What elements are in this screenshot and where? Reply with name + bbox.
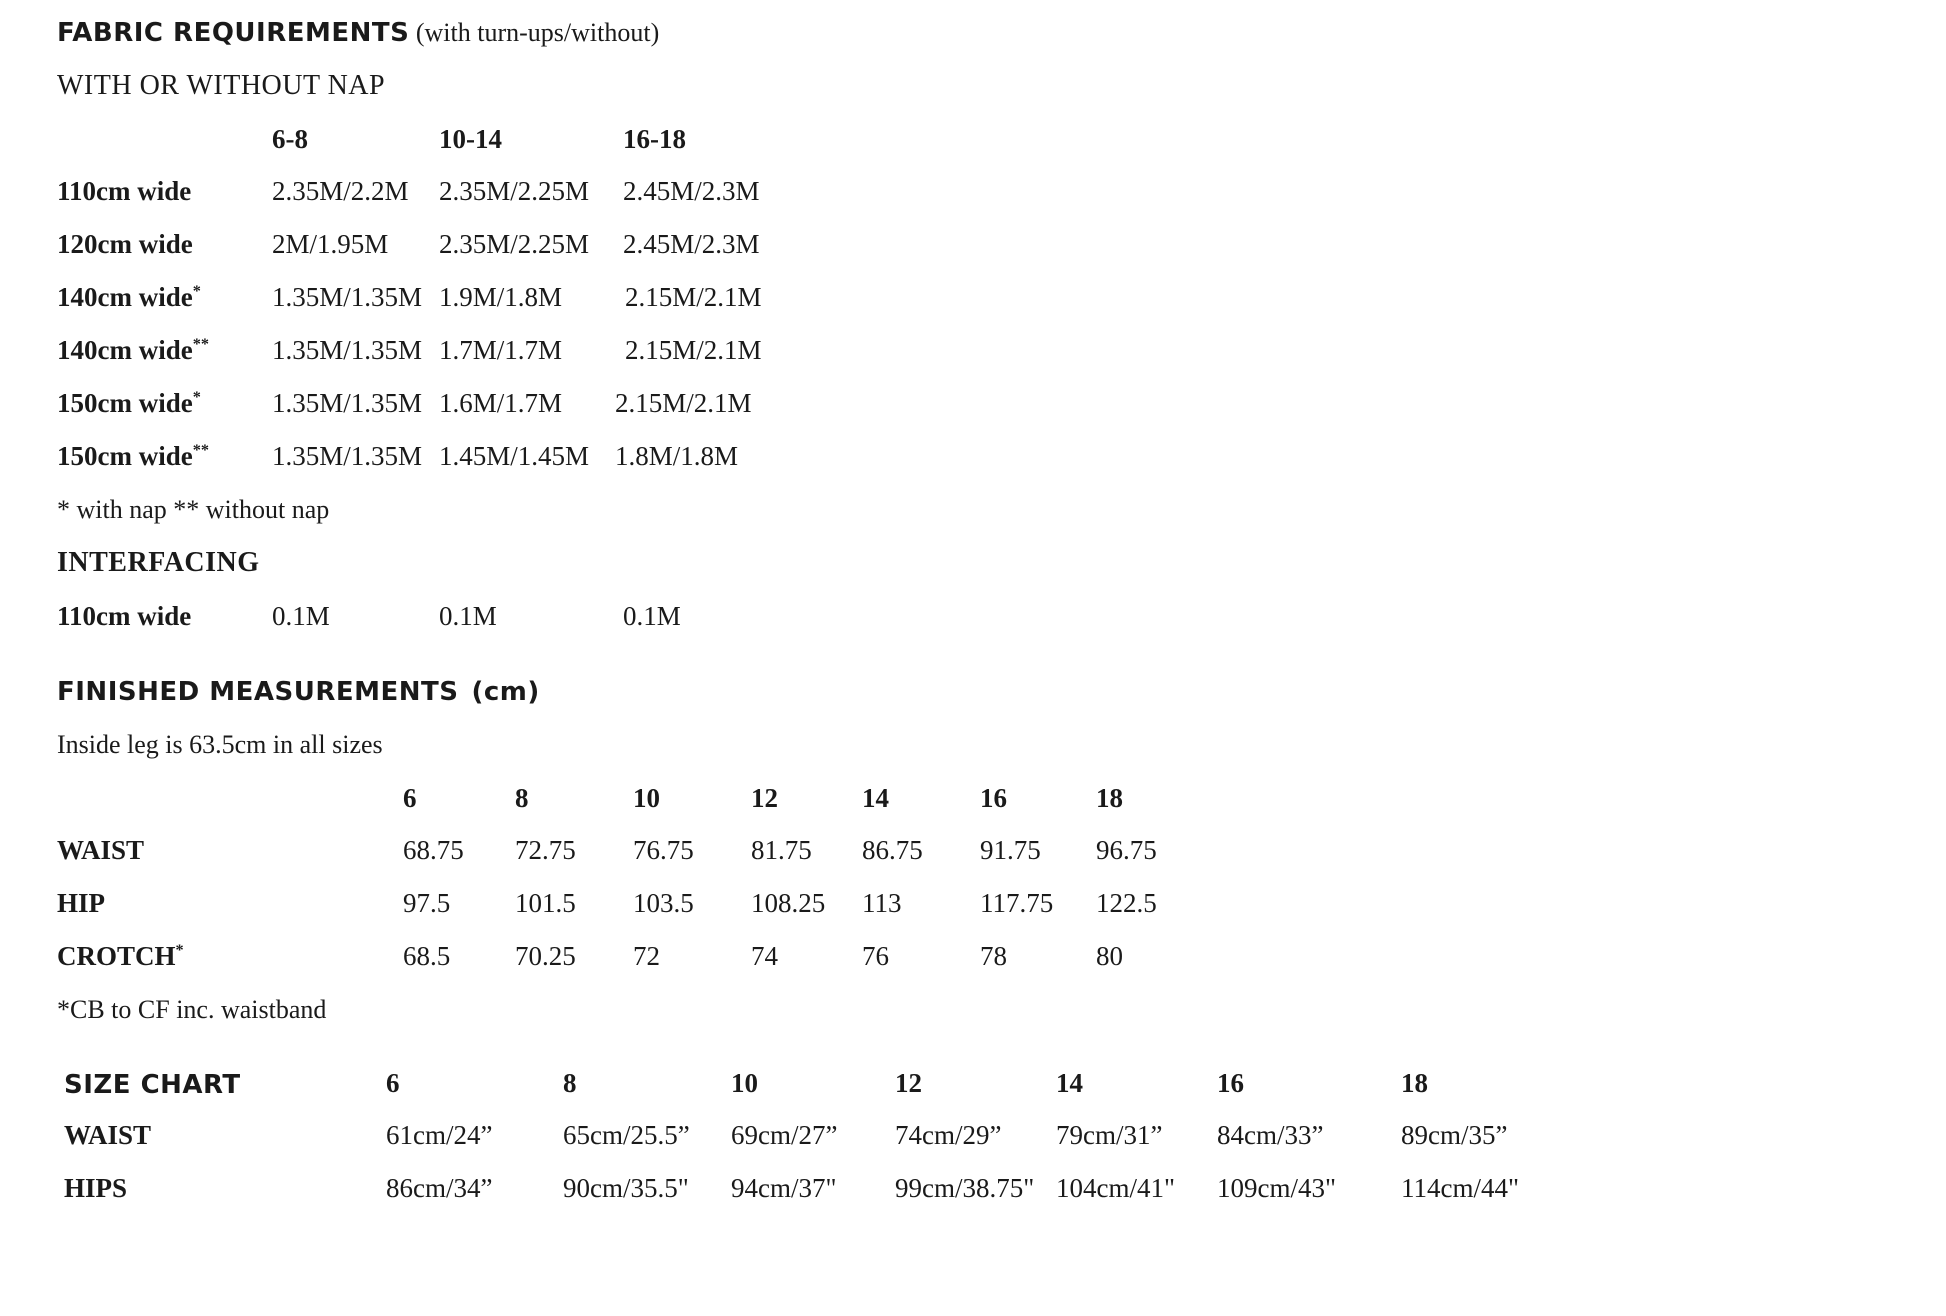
- finished-unit: (cm): [471, 677, 540, 707]
- finished-cell: 108.25: [751, 888, 826, 918]
- size-cell: 74cm/29”: [895, 1120, 1002, 1150]
- finished-cell: 113: [862, 888, 902, 918]
- finished-row-label: [57, 941, 184, 972]
- finished-cell: 122.5: [1096, 888, 1157, 918]
- fabric-cell: 2.15M/2.1M: [625, 282, 762, 312]
- fabric-row-label-text: 110cm wide: [57, 176, 192, 206]
- fabric-row-label: [57, 335, 209, 366]
- fabric-cell: 2.15M/2.1M: [625, 335, 762, 365]
- finished-cell: 78: [980, 941, 1007, 971]
- fabric-cell: 2.45M/2.3M: [623, 229, 760, 259]
- fabric-cell: 1.35M/1.35M: [272, 335, 423, 365]
- fabric-row-label-mark: **: [192, 335, 209, 353]
- size-cell: 114cm/44": [1401, 1173, 1520, 1203]
- finished-cell: 117.75: [980, 888, 1054, 918]
- finished-cell: 96.75: [1096, 835, 1157, 865]
- size-col-header: 14: [1056, 1068, 1083, 1098]
- finished-cell: 76.75: [633, 835, 694, 865]
- size-cell: 109cm/43": [1217, 1173, 1337, 1203]
- finished-cell: 103.5: [633, 888, 694, 918]
- finished-cell: 72.75: [515, 835, 576, 865]
- fabric-cell: 1.8M/1.8M: [615, 441, 739, 471]
- fabric-cell: 2.35M/2.25M: [439, 176, 590, 206]
- fabric-row-label-text: 140cm wide: [57, 282, 193, 312]
- interfacing-cell: 0.1M: [272, 601, 330, 631]
- interfacing-heading: INTERFACING: [57, 547, 260, 578]
- fabric-row-label-mark: *: [192, 388, 201, 406]
- fabric-cell: 1.45M/1.45M: [439, 441, 590, 471]
- finished-note: Inside leg is 63.5cm in all sizes: [57, 730, 383, 759]
- finished-row-label-text: HIP: [57, 888, 106, 918]
- finished-col-header: 16: [980, 783, 1007, 813]
- size-chart-title: SIZE CHART: [64, 1070, 241, 1100]
- size-cell: 61cm/24”: [386, 1120, 493, 1150]
- interfacing-row-label: 110cm wide: [57, 601, 192, 631]
- finished-col-header: 14: [862, 783, 889, 813]
- finished-row-label-text: CROTCH: [57, 941, 176, 971]
- fabric-cell: 2.45M/2.3M: [623, 176, 760, 206]
- fabric-cell: 1.7M/1.7M: [439, 335, 563, 365]
- fabric-cell: 1.6M/1.7M: [439, 388, 563, 418]
- interfacing-cell: 0.1M: [439, 601, 497, 631]
- fabric-col-header: 16-18: [623, 124, 686, 154]
- fabric-cell: 2.35M/2.25M: [439, 229, 590, 259]
- fabric-row-label: [57, 229, 193, 260]
- interfacing-cell: 0.1M: [623, 601, 681, 631]
- finished-col-header: 18: [1096, 783, 1123, 813]
- finished-row-label: [57, 888, 105, 919]
- finished-cell: 68.75: [403, 835, 464, 865]
- size-cell: 79cm/31”: [1056, 1120, 1163, 1150]
- fabric-cell: 1.35M/1.35M: [272, 441, 423, 471]
- fabric-cell: 2.35M/2.2M: [272, 176, 409, 206]
- size-cell: 84cm/33”: [1217, 1120, 1324, 1150]
- size-cell: 69cm/27”: [731, 1120, 838, 1150]
- finished-footnote: *CB to CF inc. waistband: [57, 995, 327, 1024]
- finished-cell: 74: [751, 941, 778, 971]
- size-chart-heading: [64, 1070, 241, 1100]
- finished-cell: 76: [862, 941, 889, 971]
- finished-cell: 68.5: [403, 941, 451, 971]
- fabric-heading: [57, 18, 659, 48]
- fabric-cell: 1.35M/1.35M: [272, 282, 423, 312]
- finished-cell: 81.75: [751, 835, 812, 865]
- nap-heading: WITH OR WITHOUT NAP: [57, 70, 386, 101]
- fabric-cell: 1.9M/1.8M: [439, 282, 563, 312]
- finished-row-label-text: WAIST: [57, 835, 145, 865]
- size-row-label: HIPS: [64, 1173, 128, 1203]
- finished-col-header: 6: [403, 783, 417, 813]
- fabric-row-label-text: 140cm wide: [57, 335, 193, 365]
- fabric-cell: 2.15M/2.1M: [615, 388, 752, 418]
- fabric-title: FABRIC REQUIREMENTS: [57, 18, 410, 48]
- size-row-label: WAIST: [64, 1120, 152, 1150]
- finished-col-header: 8: [515, 783, 529, 813]
- finished-cell: 80: [1096, 941, 1123, 971]
- size-cell: 89cm/35”: [1401, 1120, 1508, 1150]
- finished-cell: 70.25: [515, 941, 576, 971]
- fabric-footnote: * with nap ** without nap: [57, 495, 330, 524]
- size-cell: 99cm/38.75": [895, 1173, 1035, 1203]
- finished-heading: [57, 677, 540, 707]
- size-col-header: 10: [731, 1068, 758, 1098]
- finished-row-label: [57, 835, 144, 866]
- finished-cell: 86.75: [862, 835, 923, 865]
- fabric-row-label: [57, 441, 209, 472]
- size-col-header: 18: [1401, 1068, 1428, 1098]
- finished-cell: 72: [633, 941, 660, 971]
- fabric-col-header: 10-14: [439, 124, 502, 154]
- size-col-header: 12: [895, 1068, 922, 1098]
- finished-cell: 97.5: [403, 888, 451, 918]
- fabric-row-label: [57, 388, 201, 419]
- fabric-row-label-text: 150cm wide: [57, 388, 193, 418]
- fabric-row-label: [57, 176, 191, 207]
- fabric-col-header: 6-8: [272, 124, 308, 154]
- finished-col-header: 12: [751, 783, 778, 813]
- size-cell: 104cm/41": [1056, 1173, 1176, 1203]
- fabric-row-label-text: 150cm wide: [57, 441, 193, 471]
- size-cell: 86cm/34”: [386, 1173, 493, 1203]
- finished-cell: 91.75: [980, 835, 1041, 865]
- size-col-header: 6: [386, 1068, 400, 1098]
- fabric-row-label: [57, 282, 201, 313]
- fabric-row-label-text: 120cm wide: [57, 229, 193, 259]
- size-cell: 90cm/35.5": [563, 1173, 689, 1203]
- size-cell: 65cm/25.5”: [563, 1120, 690, 1150]
- finished-cell: 101.5: [515, 888, 576, 918]
- finished-col-header: 10: [633, 783, 660, 813]
- finished-row-label-mark: *: [175, 941, 184, 959]
- fabric-row-label-mark: *: [192, 282, 201, 300]
- fabric-row-label-mark: **: [192, 441, 209, 459]
- size-cell: 94cm/37": [731, 1173, 837, 1203]
- fabric-subtitle: (with turn-ups/without): [415, 18, 660, 47]
- size-col-header: 16: [1217, 1068, 1244, 1098]
- fabric-cell: 1.35M/1.35M: [272, 388, 423, 418]
- size-col-header: 8: [563, 1068, 577, 1098]
- finished-title: FINISHED MEASUREMENTS: [57, 677, 459, 707]
- fabric-cell: 2M/1.95M: [272, 229, 389, 259]
